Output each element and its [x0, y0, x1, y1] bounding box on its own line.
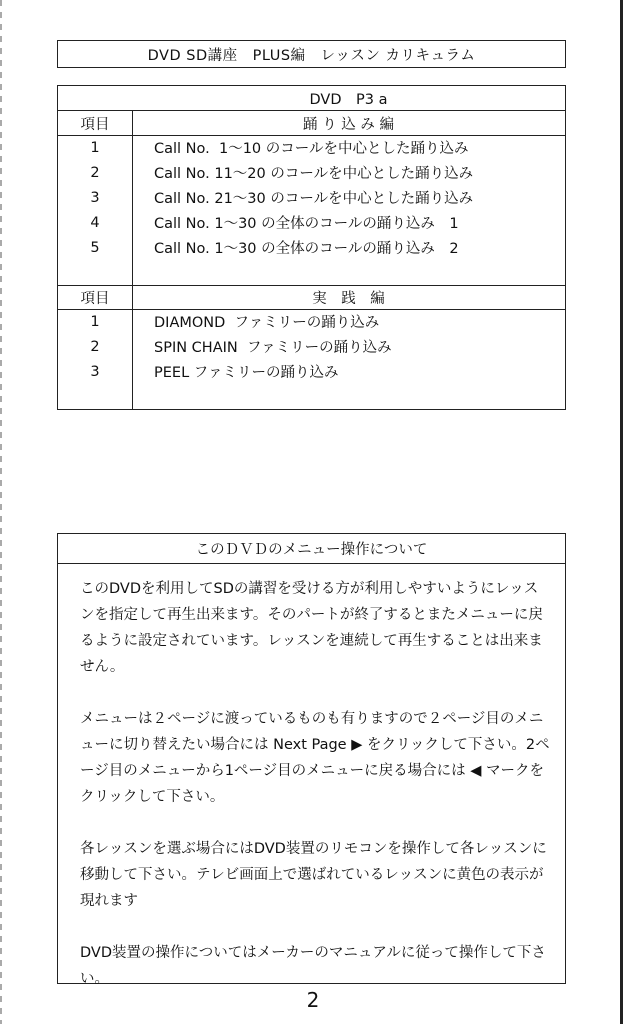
menu-paragraph: メニューは２ページに渡っているものも有りますので２ページ目のメニューに切り替えたい場合には Next Page ▶ をクリックして下さい。2ページ目のメニューから1ページ目のメニューに戻る場合には ◀ マークをクリックして下さい。	[80, 711, 550, 805]
table-row	[58, 359, 565, 384]
section-header-1	[58, 111, 565, 135]
row-num: 3	[90, 363, 100, 380]
section-col-label: 項目	[80, 290, 110, 307]
row-text: Call No. 11～20 のコールを中心とした踊り込み	[154, 166, 474, 182]
menu-title-text: このＤＶＤのメニュー操作について	[195, 542, 428, 558]
section-col-label: 項目	[80, 116, 110, 133]
table-header-text: DVD P3 a	[309, 91, 388, 108]
curriculum-table	[57, 85, 566, 410]
row-num: 2	[90, 338, 100, 355]
section-heading: 踊 り 込 み 編	[303, 116, 394, 133]
section-header-2	[58, 285, 565, 309]
row-text: PEEL ファミリーの踊り込み	[154, 365, 339, 381]
menu-instructions-body	[58, 564, 565, 992]
row-num: 3	[90, 189, 100, 206]
row-num: 2	[90, 164, 100, 181]
row-num: 1	[90, 139, 100, 156]
row-text: Call No. 1～30 の全体のコールの踊り込み 2	[154, 241, 459, 257]
row-num: 1	[90, 313, 100, 330]
table-row	[58, 160, 565, 185]
page-edge	[620, 0, 623, 1024]
table-header	[58, 86, 565, 110]
table-row	[58, 185, 565, 210]
table-row	[58, 135, 565, 160]
row-text: Call No. 1～10 のコールを中心とした踊り込み	[154, 141, 469, 157]
section-heading: 実 践 編	[312, 290, 385, 307]
row-text: Call No. 21～30 のコールを中心とした踊り込み	[154, 191, 474, 207]
table-row	[58, 210, 565, 235]
curriculum-title-text: DVD SD講座 PLUS編 レッスン カリキュラム	[147, 47, 476, 64]
row-text: DIAMOND ファミリーの踊り込み	[154, 315, 380, 331]
table-row	[58, 309, 565, 334]
menu-paragraph: 各レッスンを選ぶ場合にはDVD装置のリモコンを操作して各レッスンに移動して下さい。テレビ画面上で選ばれているレッスンに黄色の表示が現れます	[80, 841, 547, 909]
row-num: 5	[90, 239, 100, 256]
row-num: 4	[90, 214, 100, 231]
curriculum-title	[57, 40, 566, 68]
table-row	[58, 235, 565, 260]
menu-paragraph: DVD装置の操作についてはメーカーのマニュアルに従って操作して下さい。	[80, 945, 546, 987]
row-text: SPIN CHAIN ファミリーの踊り込み	[154, 340, 392, 356]
menu-instructions-title	[58, 534, 565, 564]
menu-instructions	[57, 533, 566, 987]
table-row	[58, 334, 565, 359]
fold-line	[0, 0, 2, 1024]
menu-paragraph: このDVDを利用してSDの講習を受ける方が利用しやすいようにレッスンを指定して再生出来ます。そのパートが終了するとまたメニューに戻るように設定されています。レッスンを連続して再生することは出来ません。	[80, 581, 543, 675]
page-number: 2	[306, 988, 320, 1012]
row-text: Call No. 1～30 の全体のコールの踊り込み 1	[154, 216, 459, 232]
